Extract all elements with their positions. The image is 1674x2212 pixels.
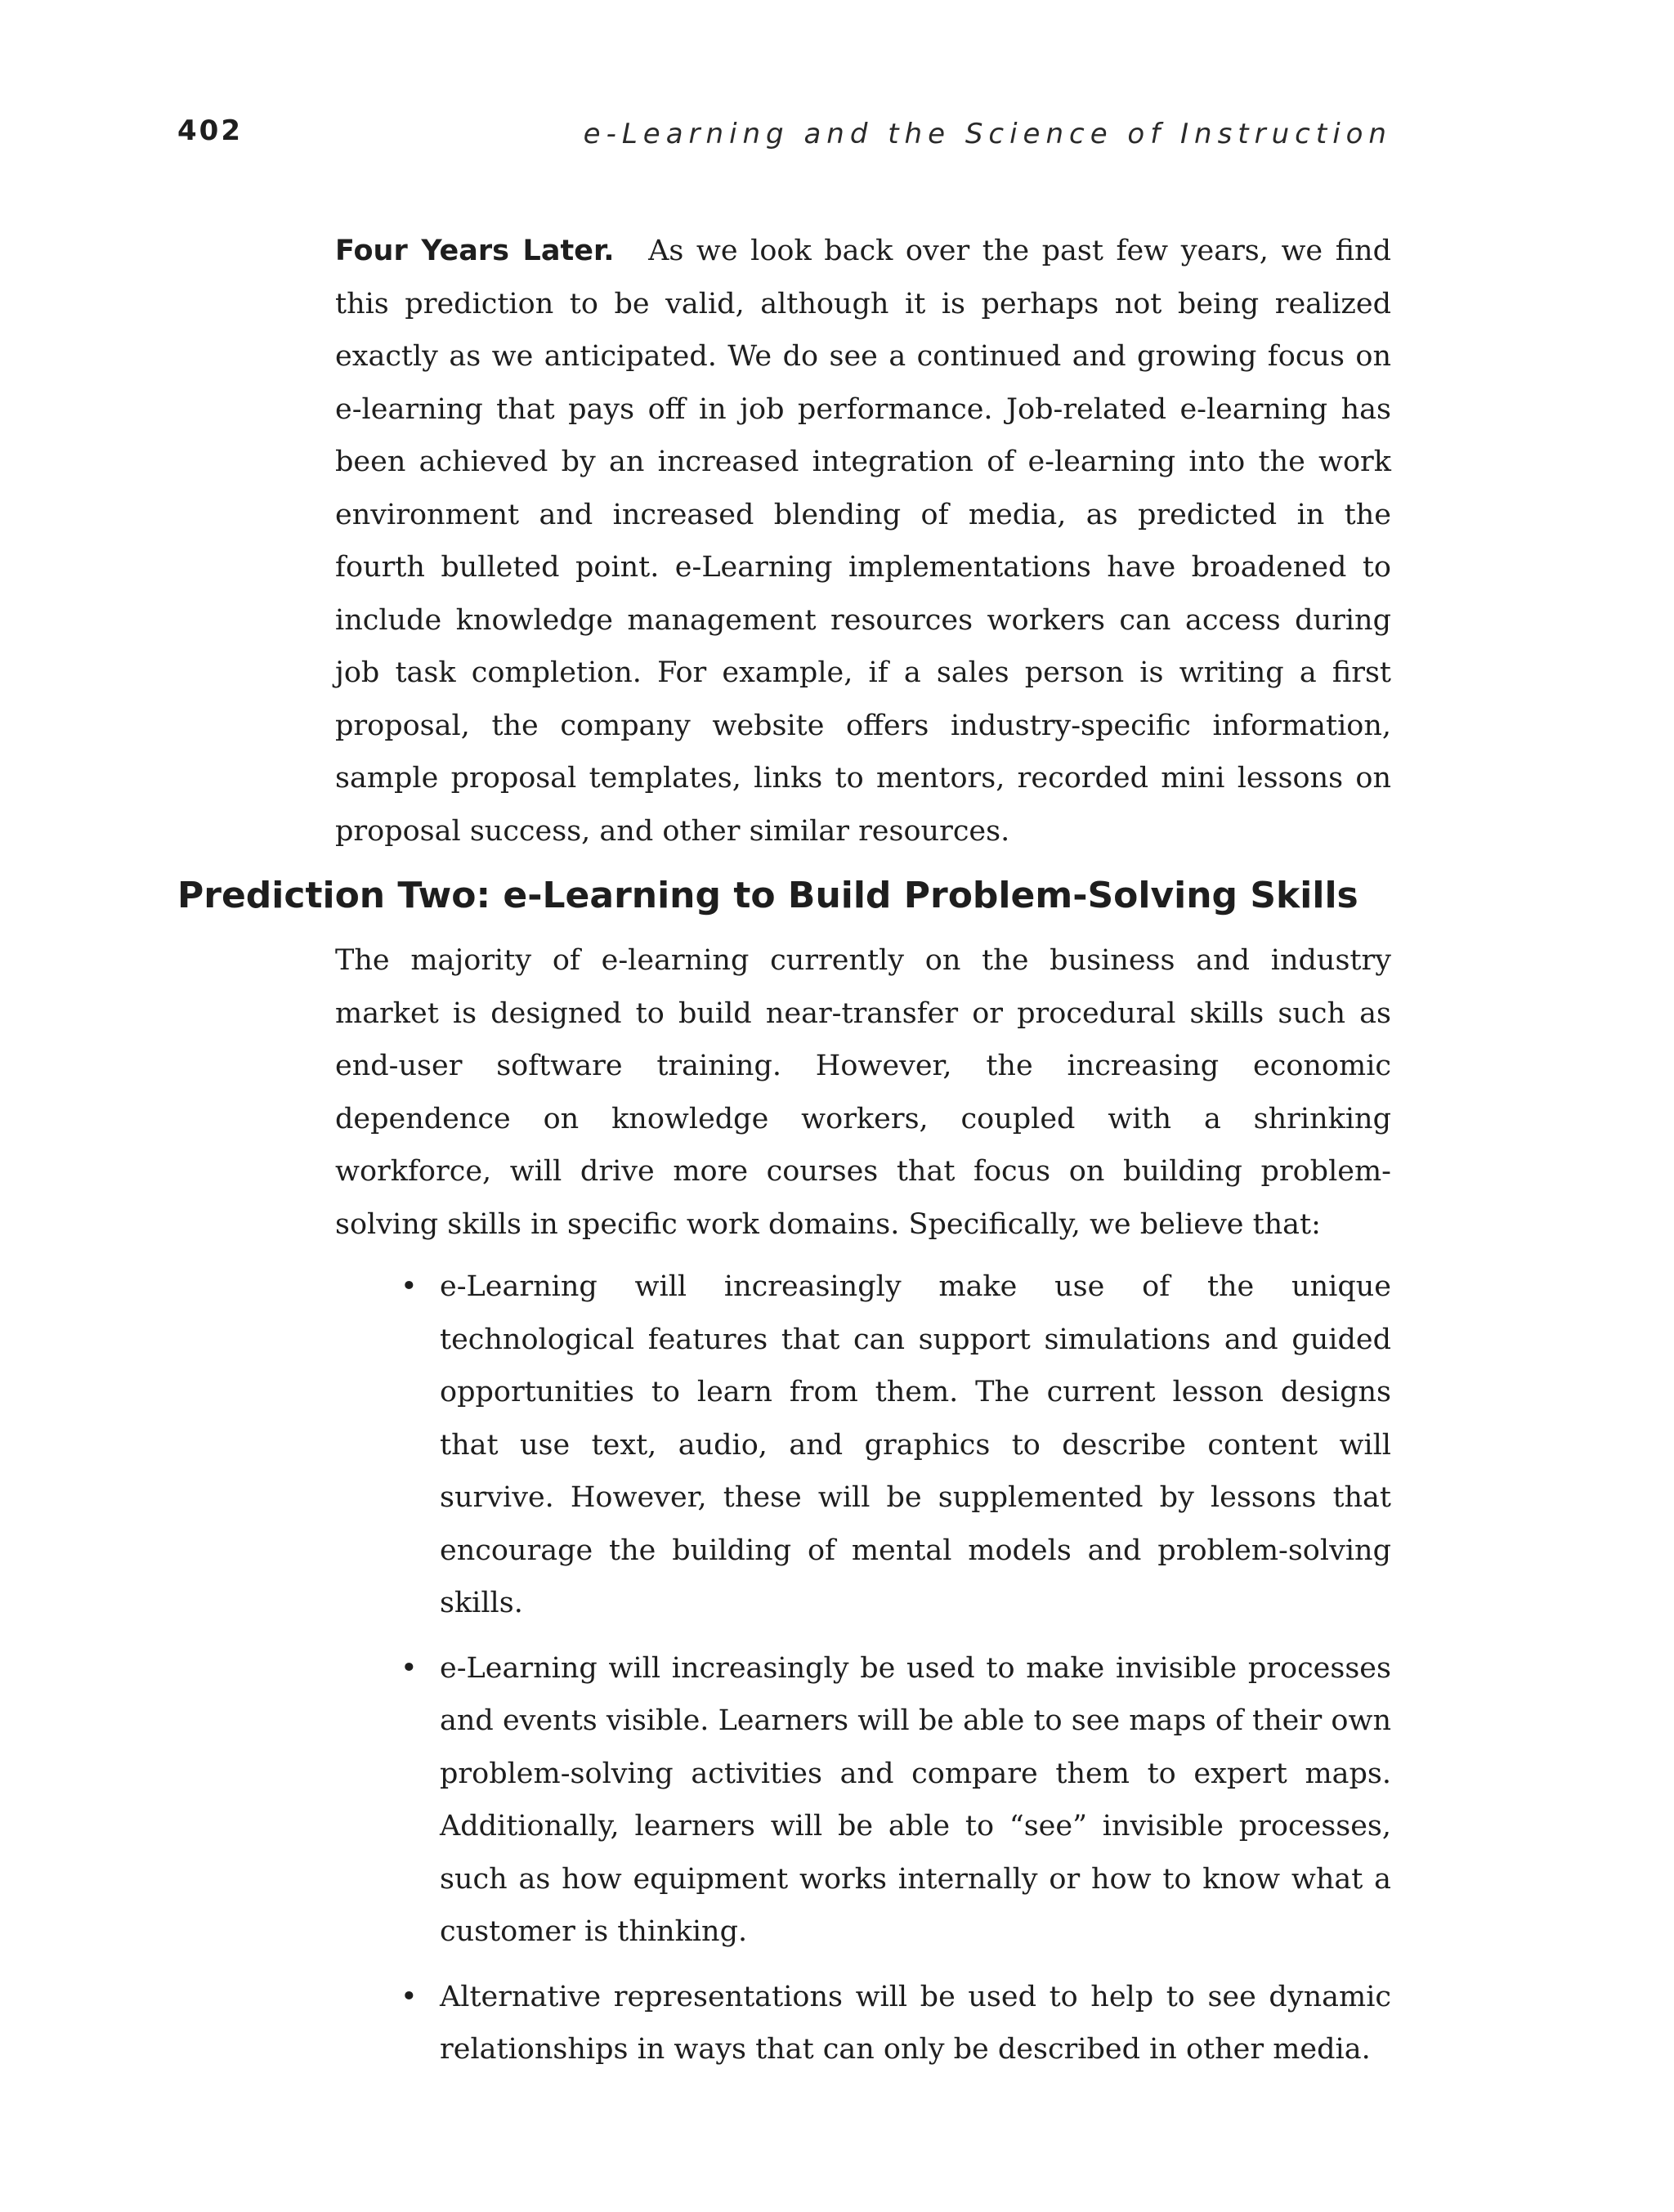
- bullet-icon: •: [401, 1270, 418, 1303]
- bullet-text: Alternative representations will be used to help to see dynamic relationships in ways that can only be described in other media.: [440, 1980, 1391, 2066]
- bullet-item: [335, 1642, 1391, 1959]
- page-number: 402: [177, 114, 243, 147]
- running-head: e-Learning and the Science of Instruction: [583, 118, 1392, 150]
- intro-paragraph: The majority of e-learning currently on the business and industry market is designed to build near-transfer or procedural skills such as end-user software training. However, the increasing economic dependence on knowledge workers, coupled with a shrinking workforce, will drive more courses that focus on building problem-solving skills in specific work domains. Specifically, we believe that:: [335, 944, 1391, 1241]
- paragraph-text: As we look back over the past few years, we find this prediction to be valid, although it is perhaps not being realized exactly as we anticipated. We do see a continued and growing focus on e-learning that pays off in job performance. Job-related e-learning has been achieved by an increased integration of e-learning into the work environment and increased blending of media, as predicted in the fourth bulleted point. e-Learning implementations have broadened to include knowledge management resources workers can access during job task completion. For example, if a sales person is writing a first proposal, the company website offers industry-specific information, sample proposal templates, links to mentors, recorded mini lessons on proposal success, and other similar resources.: [335, 235, 1391, 848]
- bullet-icon: •: [401, 1980, 418, 2013]
- bullet-list: [335, 1260, 1391, 2089]
- bullet-text: e-Learning will increasingly be used to make invisible processes and events visible. Learners will be able to see maps of their own problem-solving activities and compare them to expert maps. Additionally, learners will be able to “see” invisible processes, such as how equipment works internally or how to know what a customer is thinking.: [440, 1651, 1391, 1948]
- bullet-text: e-Learning will increasingly make use of the unique technological features that can support simulations and guided opportunities to learn from them. The current lesson designs that use text, audio, and graphics to describe content will survive. However, these will be supplemented by lessons that encourage the building of mental models and problem-solving skills.: [440, 1270, 1391, 1619]
- bullet-item: [335, 1260, 1391, 1630]
- four-years-later-paragraph: [335, 225, 1391, 857]
- bullet-icon: •: [401, 1651, 418, 1685]
- section-heading: Prediction Two: e-Learning to Build Problem-Solving Skills: [177, 875, 1358, 916]
- bullet-item: [335, 1971, 1391, 2076]
- run-in-heading: Four Years Later.: [335, 235, 615, 267]
